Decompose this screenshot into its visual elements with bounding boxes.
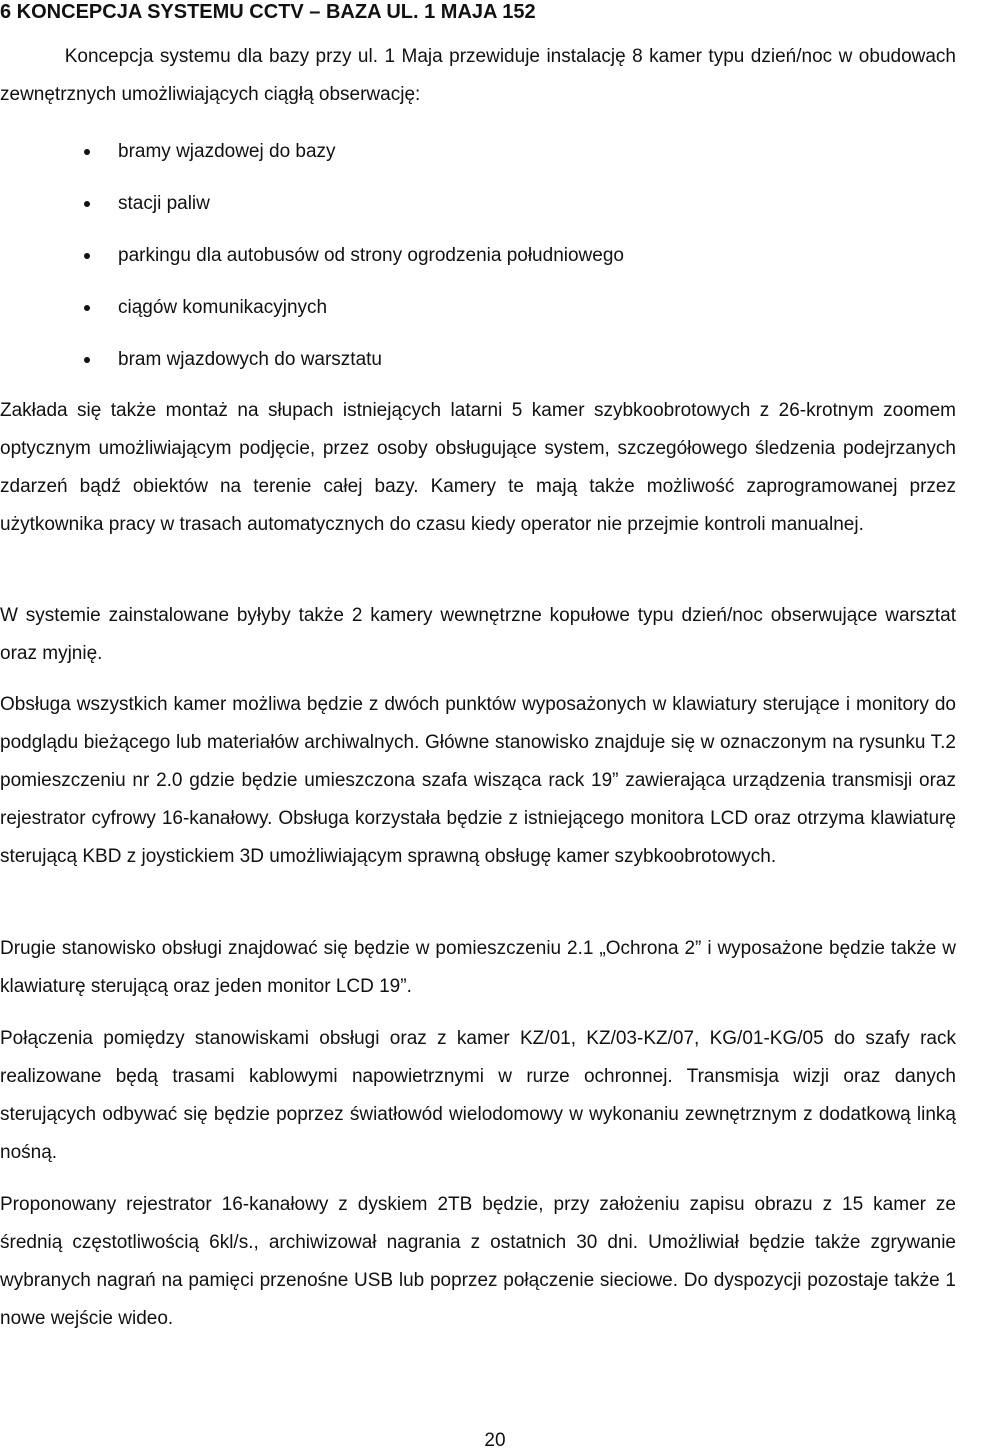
dome-cameras-paragraph: W systemie zainstalowane byłyby także 2 kamery wewnętrzne kopułowe typu dzień/noc obserwujące warsztat oraz myjnię. [0,605,956,664]
camera-locations-list [0,128,956,388]
operator-stations-paragraph: Obsługa wszystkich kamer możliwa będzie z dwóch punktów wyposażonych w klawiatury sterujące i monitory do podglądu bieżącego lub materiałów archiwalnych. Główne stanowisko znajduje się w oznaczonym na rysunku T.2 pomieszczeniu nr 2.0 gdzie będzie umieszczona szafa wisząca rack 19” zawierająca urządzenia transmisji oraz rejestrator cyfrowy 16-kanałowy. Obsługa korzystała będzie z istniejącego monitora LCD oraz otrzyma klawiaturę sterującą KBD z joystickiem 3D umożliwiającym sprawną obsługę kamer szybkoobrotowych. [0,694,956,867]
list-item-text: bram wjazdowych do warsztatu [118,349,382,370]
second-station-paragraph: Drugie stanowisko obsługi znajdować się będzie w pomieszczeniu 2.1 „Ochrona 2” i wyposażone będzie także w klawiaturę sterującą oraz jeden monitor LCD 19”. [0,938,956,997]
list-item-text: parkingu dla autobusów od strony ogrodzenia południowego [118,245,624,266]
list-item-text: bramy wjazdowej do bazy [118,141,336,162]
bullet-icon [84,201,90,207]
bullet-icon [84,253,90,259]
list-item [0,284,956,336]
list-item [0,232,956,284]
connections-paragraph: Połączenia pomiędzy stanowiskami obsługi oraz z kamer KZ/01, KZ/03-KZ/07, KG/01-KG/05 do szafy rack realizowane będą trasami kablowymi napowietrznymi w rurze ochronnej. Transmisja wizji oraz danych sterujących odbywać się będzie poprzez światłowód wielodomowy w wykonaniu zewnętrznym z dodatkową linką nośną. [0,1028,956,1163]
list-item-text: stacji paliw [118,193,210,214]
intro-paragraph: Koncepcja systemu dla bazy przy ul. 1 Maja przewiduje instalację 8 kamer typu dzień/noc w obudowach zewnętrznych umożliwiających ciągłą obserwację: [0,46,962,105]
ptz-cameras-paragraph: Zakłada się także montaż na słupach istniejących latarni 5 kamer szybkoobrotowych z 26-krotnym zoomem optycznym umożliwiającym podjęcie, przez osoby obsługujące system, szczegółowego śledzenia podejrzanych zdarzeń bądź obiektów na terenie całej bazy. Kamery te mają także możliwość zaprogramowanej przez użytkownika pracy w trasach automatycznych do czasu kiedy operator nie przejmie kontroli manualnej. [0,400,956,535]
list-item [0,128,956,180]
list-item [0,180,956,232]
section-heading: 6 KONCEPCJA SYSTEMU CCTV – BAZA UL. 1 MAJA 152 [0,1,536,23]
page-number: 20 [484,1430,506,1451]
bullet-icon [84,305,90,311]
bullet-icon [84,357,90,363]
recorder-paragraph: Proponowany rejestrator 16-kanałowy z dyskiem 2TB będzie, przy założeniu zapisu obrazu z 15 kamer ze średnią częstotliwością 6kl/s., archiwizował nagrania z ostatnich 30 dni. Umożliwiał będzie także zgrywanie wybranych nagrań na pamięci przenośne USB lub poprzez połączenie sieciowe. Do dyspozycji pozostaje także 1 nowe wejście wideo. [0,1194,956,1329]
list-item-text: ciągów komunikacyjnych [118,297,328,318]
list-item [0,336,956,388]
bullet-icon [84,149,90,155]
